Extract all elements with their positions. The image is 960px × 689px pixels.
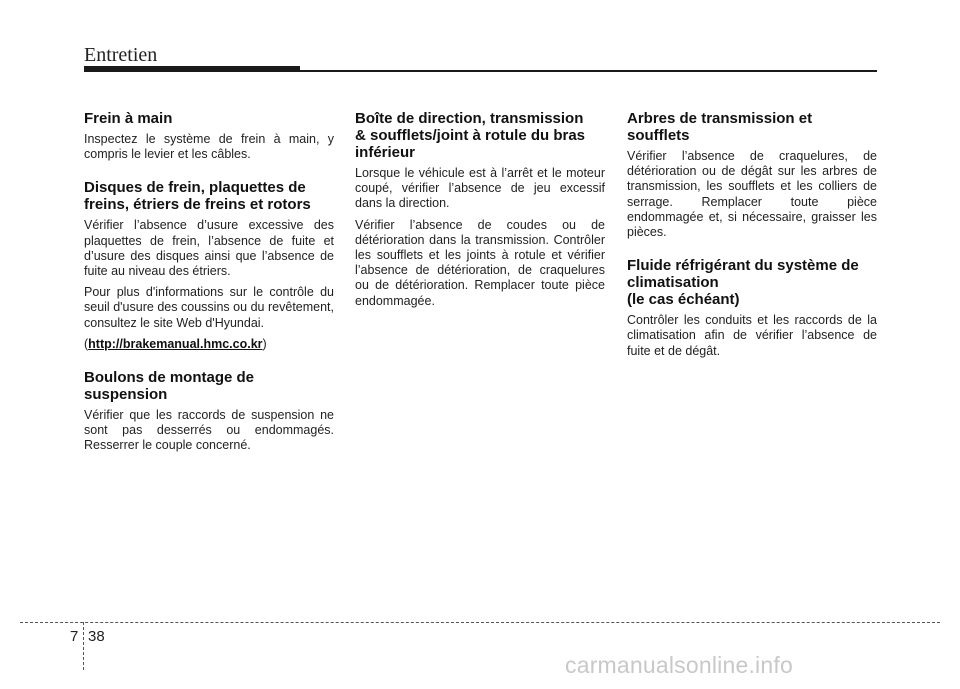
section-heading xyxy=(84,110,334,127)
heading-line: freins, étriers de freins et rotors xyxy=(84,196,311,214)
heading-line: soufflets xyxy=(627,127,690,144)
section-disques-de-frein xyxy=(84,179,334,352)
header-rule-thick xyxy=(84,66,300,72)
section-heading xyxy=(355,110,605,161)
paragraph: Contrôler les conduits et les raccords de la climatisation afin de vérifier l’absence de fuite et de dégât. xyxy=(627,313,877,358)
column-1 xyxy=(84,110,334,471)
watermark: carmanualsonline.info xyxy=(565,652,793,678)
paragraph: Vérifier l’absence d’usure excessive des plaquettes de frein, l’absence de fuite et d’usure des disques ainsi que l’absence de fuite au niveau des étriers. xyxy=(84,218,334,279)
paragraph: Vérifier l’absence de coudes ou de détérioration dans la transmission. Contrôler les soufflets et les joints à rotule et vérifier l’absence de détérioration, de craquelures ou de détérioration. Remplacer toute pièce endommagée. xyxy=(355,217,605,308)
heading-line: inférieur xyxy=(355,144,416,161)
paragraph: Inspectez le système de frein à main, y compris le levier et les câbles. xyxy=(84,132,334,162)
section-fluide-refrigerant xyxy=(627,257,877,359)
heading-line: Arbres de transmission et xyxy=(627,110,813,127)
section-boulons-suspension xyxy=(84,369,334,454)
paren-open: ( xyxy=(84,336,89,351)
heading-line: Fluide réfrigérant du système de xyxy=(627,257,859,275)
paren-close: ) xyxy=(262,336,267,351)
column-2 xyxy=(355,110,605,326)
page-number: 38 xyxy=(88,628,105,645)
section-heading xyxy=(84,369,334,403)
heading-line: climatisation xyxy=(627,274,719,292)
paragraph: Pour plus d'informations sur le contrôle du seuil d'usure des coussins ou du revêtement, consultez le site Web d'Hyundai. xyxy=(84,285,334,330)
column-3 xyxy=(627,110,877,376)
chapter-number: 7 xyxy=(70,628,79,645)
heading-line: suspension xyxy=(84,386,168,404)
heading-line: Boulons de montage de xyxy=(84,369,255,387)
heading-line: Disques de frein, plaquettes de xyxy=(84,179,306,197)
footer-dashed-rule xyxy=(20,622,940,623)
section-boite-de-direction xyxy=(355,110,605,309)
heading-line: (le cas échéant) xyxy=(627,291,740,309)
brake-manual-link[interactable]: http://brakemanual.hmc.co.kr xyxy=(88,336,263,351)
paragraph: Vérifier que les raccords de suspension ne sont pas desserrés ou endommagés. Resserrer le couple concerné. xyxy=(84,408,334,453)
section-heading xyxy=(84,179,334,213)
paragraph: Lorsque le véhicule est à l’arrêt et le moteur coupé, vérifier l’absence de jeu excessif dans la direction. xyxy=(355,166,605,211)
section-heading xyxy=(627,257,877,308)
footer-vertical-dashed-rule xyxy=(83,622,84,670)
section-heading xyxy=(627,110,877,144)
section-frein-a-main xyxy=(84,110,334,162)
paragraph: Vérifier l’absence de craquelures, de détérioration ou de dégât sur les arbres de transmission, les soufflets et les colliers de serrage. Remplacer toute pièce endommagée et, si nécessaire, graisser les pièces. xyxy=(627,149,877,240)
heading-line: & soufflets/joint à rotule du bras xyxy=(355,127,586,144)
page-header-title: Entretien xyxy=(84,44,158,66)
heading-line: Boîte de direction, transmission xyxy=(355,110,584,127)
heading-line: Frein à main xyxy=(84,110,173,127)
section-arbres-transmission xyxy=(627,110,877,240)
header-rule-thin xyxy=(300,70,877,72)
link-paragraph xyxy=(84,337,334,352)
